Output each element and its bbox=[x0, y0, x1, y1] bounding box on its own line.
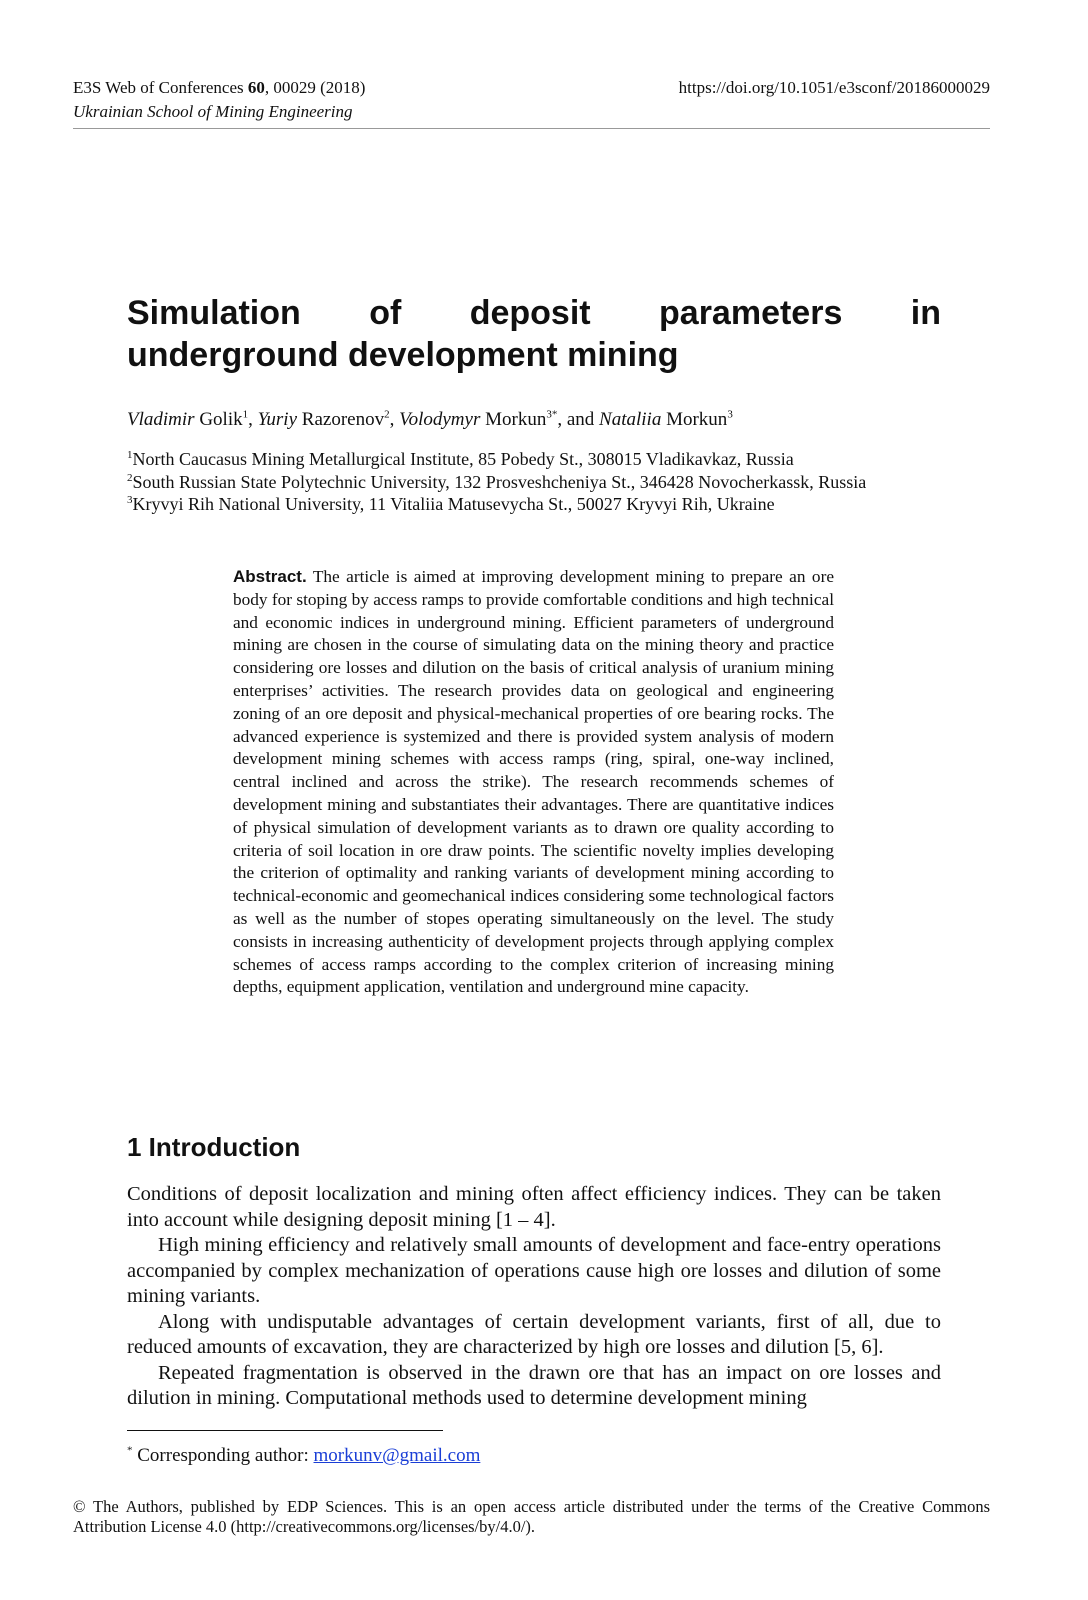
title-word: parameters bbox=[659, 294, 843, 332]
title-word: in bbox=[910, 294, 941, 332]
footnote-mark: * bbox=[127, 1444, 133, 1457]
footnote-divider bbox=[127, 1430, 443, 1431]
paragraph: Conditions of deposit localization and mining often affect efficiency indices. They can be taken into account while designing deposit mining [1 – 4]. bbox=[127, 1183, 941, 1231]
paragraph: High mining efficiency and relatively small amounts of development and face-entry operations accompanied by complex mechanization of operations cause high ore losses and dilution of some mining variants. bbox=[127, 1234, 941, 1307]
journal-citation bbox=[73, 77, 365, 98]
body-text bbox=[127, 1182, 941, 1412]
title-line-1 bbox=[127, 292, 941, 334]
abstract-label: Abstract. bbox=[233, 567, 307, 586]
affiliation: $^3$Kryvyi Rih National University, 11 Vitaliia Matusevycha St., 50027 Kryvyi Rih, Ukraine bbox=[127, 494, 775, 514]
header-divider bbox=[73, 128, 990, 129]
author-list: Vladimir Golik$^1$, Yuriy Razorenov$^2$, Volodymyr Morkun$^{3*}$, and Nataliia Morkun$^3$ bbox=[127, 408, 733, 430]
paragraph: Along with undisputable advantages of certain development variants, first of all, due to reduced amounts of excavation, they are characterized by high ore losses and dilution [5, 6]. bbox=[127, 1310, 941, 1358]
section-heading: 1 Introduction bbox=[127, 1132, 301, 1162]
affiliation: $^1$North Caucasus Mining Metallurgical Institute, 85 Pobedy St., 308015 Vladikavkaz, Russia bbox=[127, 449, 794, 469]
copyright-notice: © The Authors, published by EDP Sciences. This is an open access article distributed under the terms of the Creative Commons Attribution License 4.0 (http://creativecommons.org/licenses/by/4.0/). bbox=[73, 1497, 990, 1536]
affiliation: $^2$South Russian State Polytechnic University, 132 Prosveshcheniya St., 346428 Novocherkassk, Russia bbox=[127, 471, 867, 492]
abstract bbox=[233, 566, 834, 999]
title-word: of bbox=[369, 294, 402, 332]
email-link[interactable]: morkunv@gmail.com bbox=[313, 1445, 481, 1466]
abstract-text: The article is aimed at improving development mining to prepare an ore body for stoping by access ramps to provide comfortable conditions and high technical and economic indices in underground mining. Efficient parameters of underground mining are chosen in the course of simulating data on the mining theory and practice considering ore losses and dilution on the basis of critical analysis of uranium mining enterprises’ activities. The research provides data on geological and engineering zoning of an ore deposit and physical-mechanical properties of ore bearing rocks. The advanced experience is systemized and there is provided system analysis of modern development mining schemes with access ramps (ring, spiral, one-way inclined, central inclined and across the strike). The research recommends schemes of development mining and substantiates their advantages. There are quantitative indices of physical simulation of development variants as to drawn ore quality according to criteria of soil location in ore draw points. The scientific novelty implies developing the criterion of optimality and ranking variants of development mining according to technical-economic and geomechanical indices considering some technological factors as well as the number of stopes operating simultaneously on the level. The study consists in increasing authenticity of development projects through applying complex schemes of access ramps according to the complex criterion of increasing mining depths, equipment application, ventilation and underground mine capacity. bbox=[233, 567, 834, 997]
author: Volodymyr Morkun$^{3*}$ bbox=[399, 408, 558, 430]
affiliation-list bbox=[127, 448, 866, 516]
journal-volume: 60 bbox=[247, 78, 265, 97]
title-word: Simulation bbox=[127, 294, 301, 332]
conference-name: Ukrainian School of Mining Engineering bbox=[73, 102, 353, 121]
title-line-2: underground development mining bbox=[127, 336, 679, 374]
article-number: , 00029 (2018) bbox=[264, 78, 366, 97]
footnote: * Corresponding author: morkunv@gmail.com bbox=[127, 1444, 481, 1466]
journal-name: E3S Web of Conferences bbox=[73, 78, 248, 97]
title-word: deposit bbox=[469, 294, 591, 332]
paper-title bbox=[127, 292, 941, 376]
author: Nataliia Morkun$^3$ bbox=[599, 408, 733, 430]
doi-link[interactable]: https://doi.org/10.1051/e3sconf/20186000029 bbox=[678, 78, 990, 97]
author: Vladimir Golik$^1$ bbox=[127, 408, 249, 430]
paragraph: Repeated fragmentation is observed in the drawn ore that has an impact on ore losses and dilution in mining. Computational methods used to determine development mining bbox=[127, 1361, 941, 1409]
author: Yuriy Razorenov$^2$ bbox=[257, 408, 390, 430]
